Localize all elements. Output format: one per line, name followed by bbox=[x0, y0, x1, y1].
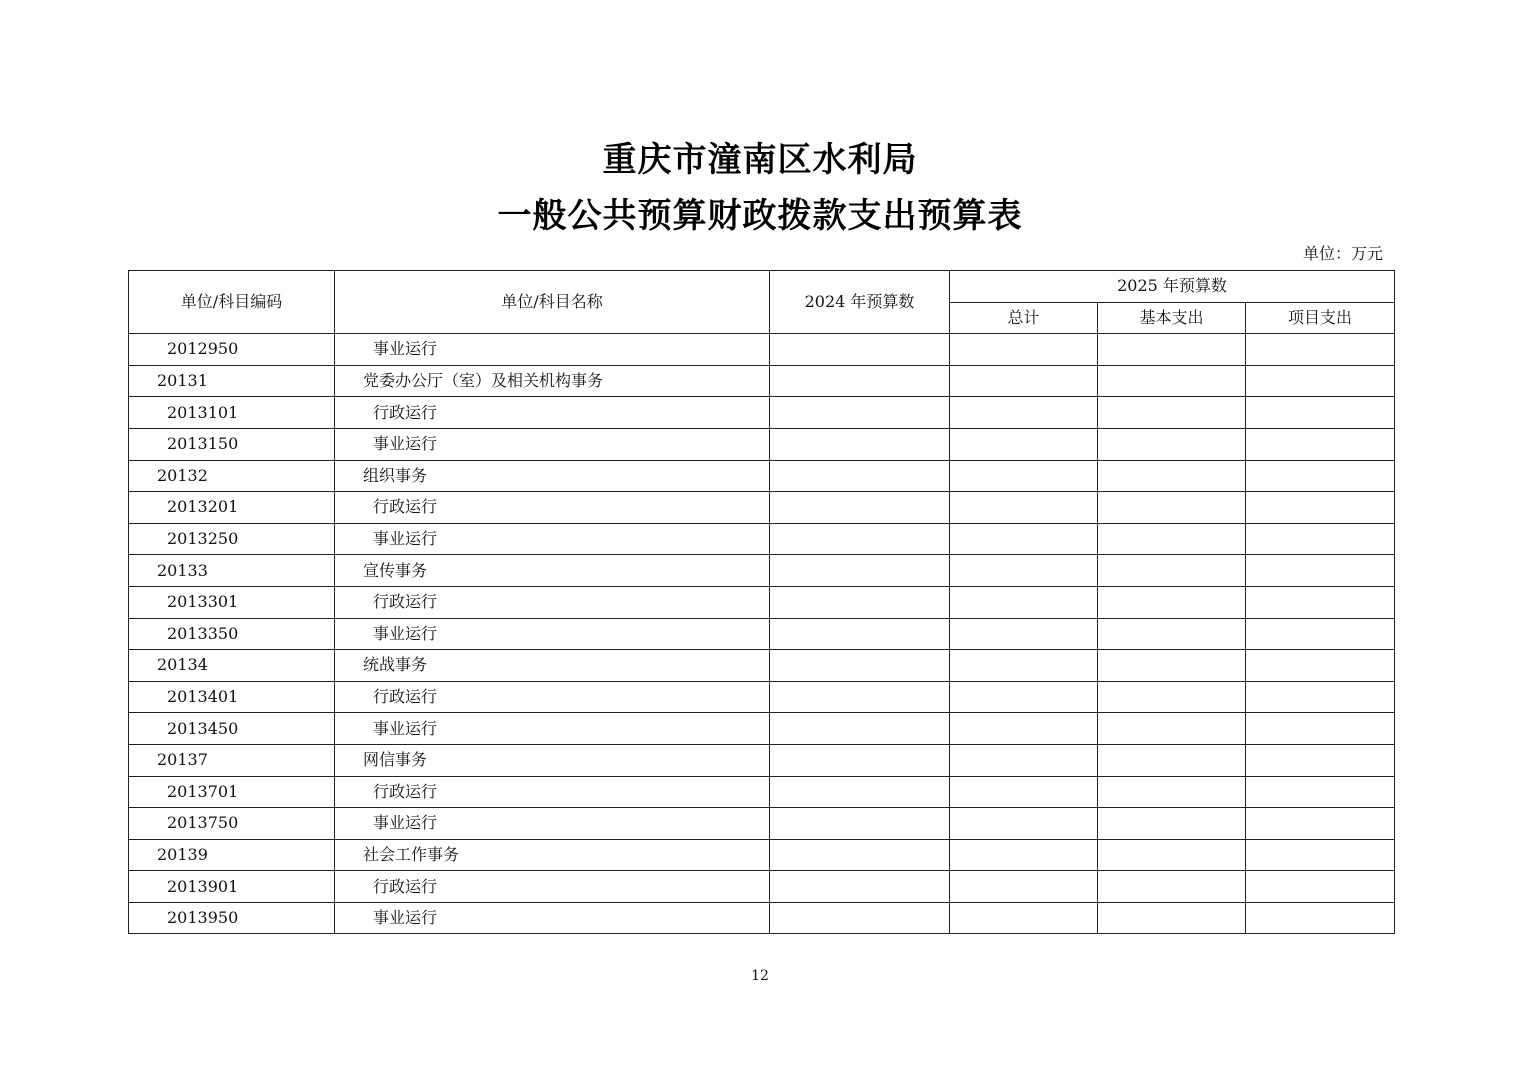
cell-basic bbox=[1098, 808, 1246, 840]
cell-total bbox=[950, 523, 1098, 555]
cell-name: 行政运行 bbox=[335, 397, 770, 429]
table-header bbox=[129, 271, 1395, 334]
cell-code: 2013750 bbox=[129, 808, 335, 840]
cell-basic bbox=[1098, 460, 1246, 492]
table-row bbox=[129, 555, 1395, 587]
cell-name: 党委办公厅（室）及相关机构事务 bbox=[335, 365, 770, 397]
table-row bbox=[129, 713, 1395, 745]
cell-code: 20131 bbox=[129, 365, 335, 397]
table-row bbox=[129, 776, 1395, 808]
cell-basic bbox=[1098, 744, 1246, 776]
cell-name: 事业运行 bbox=[335, 713, 770, 745]
cell-code: 2013901 bbox=[129, 871, 335, 903]
cell-total bbox=[950, 713, 1098, 745]
cell-total bbox=[950, 871, 1098, 903]
cell-budget-2024 bbox=[770, 492, 950, 524]
cell-project bbox=[1246, 839, 1395, 871]
table-row bbox=[129, 397, 1395, 429]
header-name: 单位/科目名称 bbox=[335, 271, 770, 334]
cell-basic bbox=[1098, 492, 1246, 524]
cell-code: 20133 bbox=[129, 555, 335, 587]
cell-total bbox=[950, 808, 1098, 840]
unit-label: 单位：万元 bbox=[1302, 244, 1383, 263]
cell-name: 行政运行 bbox=[335, 492, 770, 524]
cell-code: 20139 bbox=[129, 839, 335, 871]
cell-project bbox=[1246, 428, 1395, 460]
cell-name: 网信事务 bbox=[335, 744, 770, 776]
cell-project bbox=[1246, 586, 1395, 618]
table-row bbox=[129, 523, 1395, 555]
cell-code: 2013301 bbox=[129, 586, 335, 618]
cell-total bbox=[950, 744, 1098, 776]
cell-total bbox=[950, 397, 1098, 429]
cell-project bbox=[1246, 618, 1395, 650]
cell-budget-2024 bbox=[770, 460, 950, 492]
header-budget-2024: 2024 年预算数 bbox=[770, 271, 950, 334]
cell-project bbox=[1246, 681, 1395, 713]
cell-budget-2024 bbox=[770, 681, 950, 713]
cell-total bbox=[950, 776, 1098, 808]
cell-code: 2013450 bbox=[129, 713, 335, 745]
cell-code: 20137 bbox=[129, 744, 335, 776]
cell-budget-2024 bbox=[770, 808, 950, 840]
cell-budget-2024 bbox=[770, 744, 950, 776]
cell-basic bbox=[1098, 428, 1246, 460]
table-row bbox=[129, 428, 1395, 460]
table-row bbox=[129, 744, 1395, 776]
cell-name: 宣传事务 bbox=[335, 555, 770, 587]
cell-code: 2013950 bbox=[129, 902, 335, 934]
cell-name: 组织事务 bbox=[335, 460, 770, 492]
cell-basic bbox=[1098, 871, 1246, 903]
cell-total bbox=[950, 681, 1098, 713]
cell-budget-2024 bbox=[770, 871, 950, 903]
cell-budget-2024 bbox=[770, 397, 950, 429]
cell-budget-2024 bbox=[770, 523, 950, 555]
cell-total bbox=[950, 618, 1098, 650]
cell-budget-2024 bbox=[770, 650, 950, 682]
cell-basic bbox=[1098, 681, 1246, 713]
cell-code: 2013250 bbox=[129, 523, 335, 555]
cell-total bbox=[950, 555, 1098, 587]
cell-name: 行政运行 bbox=[335, 776, 770, 808]
cell-basic bbox=[1098, 586, 1246, 618]
cell-name: 统战事务 bbox=[335, 650, 770, 682]
header-budget-2025: 2025 年预算数 bbox=[950, 271, 1395, 303]
table-row bbox=[129, 586, 1395, 618]
cell-total bbox=[950, 839, 1098, 871]
cell-code: 2013101 bbox=[129, 397, 335, 429]
cell-total bbox=[950, 334, 1098, 366]
cell-budget-2024 bbox=[770, 618, 950, 650]
cell-total bbox=[950, 365, 1098, 397]
cell-project bbox=[1246, 871, 1395, 903]
cell-code: 20134 bbox=[129, 650, 335, 682]
cell-name: 事业运行 bbox=[335, 334, 770, 366]
cell-project bbox=[1246, 365, 1395, 397]
cell-budget-2024 bbox=[770, 902, 950, 934]
table-row bbox=[129, 871, 1395, 903]
cell-basic bbox=[1098, 902, 1246, 934]
cell-project bbox=[1246, 523, 1395, 555]
cell-name: 社会工作事务 bbox=[335, 839, 770, 871]
cell-budget-2024 bbox=[770, 555, 950, 587]
cell-basic bbox=[1098, 776, 1246, 808]
cell-total bbox=[950, 428, 1098, 460]
cell-project bbox=[1246, 776, 1395, 808]
cell-code: 2013350 bbox=[129, 618, 335, 650]
cell-basic bbox=[1098, 334, 1246, 366]
cell-basic bbox=[1098, 555, 1246, 587]
table-row bbox=[129, 839, 1395, 871]
cell-project bbox=[1246, 808, 1395, 840]
page-number: 12 bbox=[751, 968, 769, 984]
cell-project bbox=[1246, 902, 1395, 934]
cell-code: 2013401 bbox=[129, 681, 335, 713]
cell-basic bbox=[1098, 650, 1246, 682]
header-basic: 基本支出 bbox=[1098, 302, 1246, 334]
cell-name: 行政运行 bbox=[335, 681, 770, 713]
cell-name: 事业运行 bbox=[335, 618, 770, 650]
cell-name: 事业运行 bbox=[335, 428, 770, 460]
cell-budget-2024 bbox=[770, 839, 950, 871]
cell-project bbox=[1246, 650, 1395, 682]
cell-name: 事业运行 bbox=[335, 523, 770, 555]
cell-budget-2024 bbox=[770, 428, 950, 460]
table-row bbox=[129, 365, 1395, 397]
cell-basic bbox=[1098, 839, 1246, 871]
cell-project bbox=[1246, 744, 1395, 776]
table-row bbox=[129, 808, 1395, 840]
cell-total bbox=[950, 492, 1098, 524]
table-row bbox=[129, 492, 1395, 524]
table-row bbox=[129, 334, 1395, 366]
cell-project bbox=[1246, 713, 1395, 745]
cell-basic bbox=[1098, 365, 1246, 397]
cell-total bbox=[950, 460, 1098, 492]
cell-budget-2024 bbox=[770, 365, 950, 397]
table-row bbox=[129, 618, 1395, 650]
cell-code: 20132 bbox=[129, 460, 335, 492]
table-row bbox=[129, 460, 1395, 492]
table-row bbox=[129, 681, 1395, 713]
cell-project bbox=[1246, 397, 1395, 429]
cell-budget-2024 bbox=[770, 586, 950, 618]
table-body bbox=[129, 334, 1395, 934]
document-title-line1: 重庆市潼南区水利局 bbox=[602, 140, 918, 180]
cell-project bbox=[1246, 460, 1395, 492]
cell-budget-2024 bbox=[770, 713, 950, 745]
cell-total bbox=[950, 586, 1098, 618]
cell-basic bbox=[1098, 397, 1246, 429]
table-row bbox=[129, 902, 1395, 934]
header-code: 单位/科目编码 bbox=[129, 271, 335, 334]
cell-name: 事业运行 bbox=[335, 808, 770, 840]
cell-code: 2013701 bbox=[129, 776, 335, 808]
cell-name: 行政运行 bbox=[335, 871, 770, 903]
cell-basic bbox=[1098, 618, 1246, 650]
budget-table bbox=[128, 270, 1395, 934]
cell-budget-2024 bbox=[770, 776, 950, 808]
cell-project bbox=[1246, 555, 1395, 587]
cell-name: 行政运行 bbox=[335, 586, 770, 618]
cell-basic bbox=[1098, 523, 1246, 555]
cell-budget-2024 bbox=[770, 334, 950, 366]
cell-code: 2013150 bbox=[129, 428, 335, 460]
cell-code: 2012950 bbox=[129, 334, 335, 366]
cell-project bbox=[1246, 334, 1395, 366]
cell-name: 事业运行 bbox=[335, 902, 770, 934]
cell-total bbox=[950, 902, 1098, 934]
cell-code: 2013201 bbox=[129, 492, 335, 524]
header-total: 总计 bbox=[950, 302, 1098, 334]
table-row bbox=[129, 650, 1395, 682]
cell-project bbox=[1246, 492, 1395, 524]
document-title-line2: 一般公共预算财政拨款支出预算表 bbox=[497, 196, 1023, 236]
cell-total bbox=[950, 650, 1098, 682]
cell-basic bbox=[1098, 713, 1246, 745]
header-project: 项目支出 bbox=[1246, 302, 1395, 334]
